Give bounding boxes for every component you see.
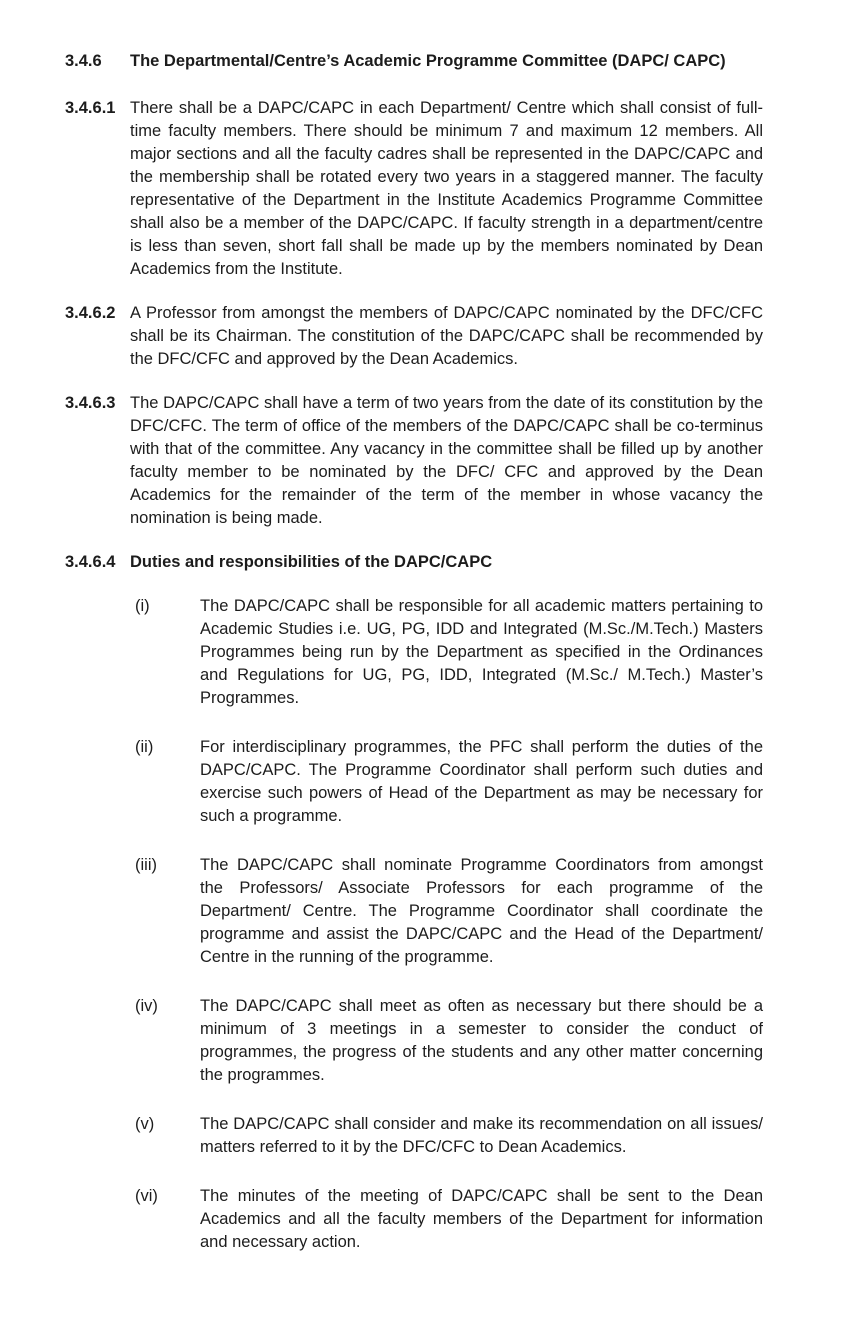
section-paragraph: A Professor from amongst the members of DAPC/CAPC nominated by the DFC/CFC shall be its Chairman. The constitution of the DAPC/CAPC shall be recommended by the DFC/CFC and approved by the Dean Academics. (130, 304, 763, 368)
section-number: 3.4.6.2 (65, 304, 116, 322)
section-3-4-6-2 (65, 302, 763, 371)
list-item-marker: (i) (135, 597, 150, 615)
section-3-4-6-3 (65, 392, 763, 530)
list-item-text: The DAPC/CAPC shall consider and make its recommendation on all issues/ matters referred to it by the DFC/CFC to Dean Academics. (200, 1115, 763, 1156)
section-3-4-6 (65, 50, 763, 73)
list-item-marker: (v) (135, 1115, 155, 1133)
section-number: 3.4.6.1 (65, 99, 116, 117)
list-item-text: The DAPC/CAPC shall nominate Programme Coordinators from amongst the Professors/ Associate Professors for each programme of the Department/ Centre. The Programme Coordinator shall coordinate the programme and assist the DAPC/CAPC and the Head of the Department/ Centre in the running of the programme. (200, 856, 763, 966)
list-item-v (135, 1113, 763, 1159)
list-item-marker: (vi) (135, 1187, 158, 1205)
section-3-4-6-1 (65, 97, 763, 281)
section-number: 3.4.6.4 (65, 553, 116, 571)
section-number: 3.4.6 (65, 52, 102, 70)
list-item-marker: (iv) (135, 997, 158, 1015)
section-3-4-6-4 (65, 551, 763, 574)
list-item-text: The minutes of the meeting of DAPC/CAPC shall be sent to the Dean Academics and all the faculty members of the Department for information and necessary action. (200, 1187, 763, 1251)
duties-list (135, 595, 763, 1254)
list-item-iii (135, 854, 763, 969)
list-item-text: The DAPC/CAPC shall meet as often as necessary but there should be a minimum of 3 meetings in a semester to consider the conduct of programmes, the progress of the students and any other matter concerning the programmes. (200, 997, 763, 1084)
list-item-marker: (iii) (135, 856, 157, 874)
section-heading: The Departmental/Centre’s Academic Programme Committee (DAPC/ CAPC) (130, 52, 726, 70)
section-heading: Duties and responsibilities of the DAPC/CAPC (130, 553, 493, 571)
list-item-text: For interdisciplinary programmes, the PFC shall perform the duties of the DAPC/CAPC. The Programme Coordinator shall perform such duties and exercise such powers of Head of the Department as may be necessary for such a programme. (200, 738, 763, 825)
list-item-i (135, 595, 763, 710)
list-item-vi (135, 1185, 763, 1254)
section-paragraph: The DAPC/CAPC shall have a term of two years from the date of its constitution by the DFC/CFC. The term of office of the members of the DAPC/CAPC shall be co-terminus with that of the committee. Any vacancy in the committee shall be filled up by another faculty member to be nominated by the DFC/ CFC and approved by the Dean Academics for the remainder of the term of the member in whose vacancy the nomination is being made. (130, 394, 763, 527)
list-item-marker: (ii) (135, 738, 154, 756)
section-number: 3.4.6.3 (65, 394, 116, 412)
list-item-text: The DAPC/CAPC shall be responsible for all academic matters pertaining to Academic Studies i.e. UG, PG, IDD and Integrated (M.Sc./M.Tech.) Masters Programmes being run by the Department as specified in the Ordinances and Regulations for UG, PG, IDD, Integrated (M.Sc./ M.Tech.) Master’s Programmes. (200, 597, 763, 707)
section-paragraph: There shall be a DAPC/CAPC in each Department/ Centre which shall consist of full-time faculty members. There should be minimum 7 and maximum 12 members. All major sections and all the faculty cadres shall be represented in the DAPC/CAPC and the membership shall be rotated every two years in a staggered manner. The faculty representative of the Department in the Institute Academics Programme Committee shall also be a member of the DAPC/CAPC. If faculty strength in a department/centre is less than seven, short fall shall be made up by the members nominated by Dean Academics from the Institute. (130, 99, 763, 278)
list-item-iv (135, 995, 763, 1087)
list-item-ii (135, 736, 763, 828)
